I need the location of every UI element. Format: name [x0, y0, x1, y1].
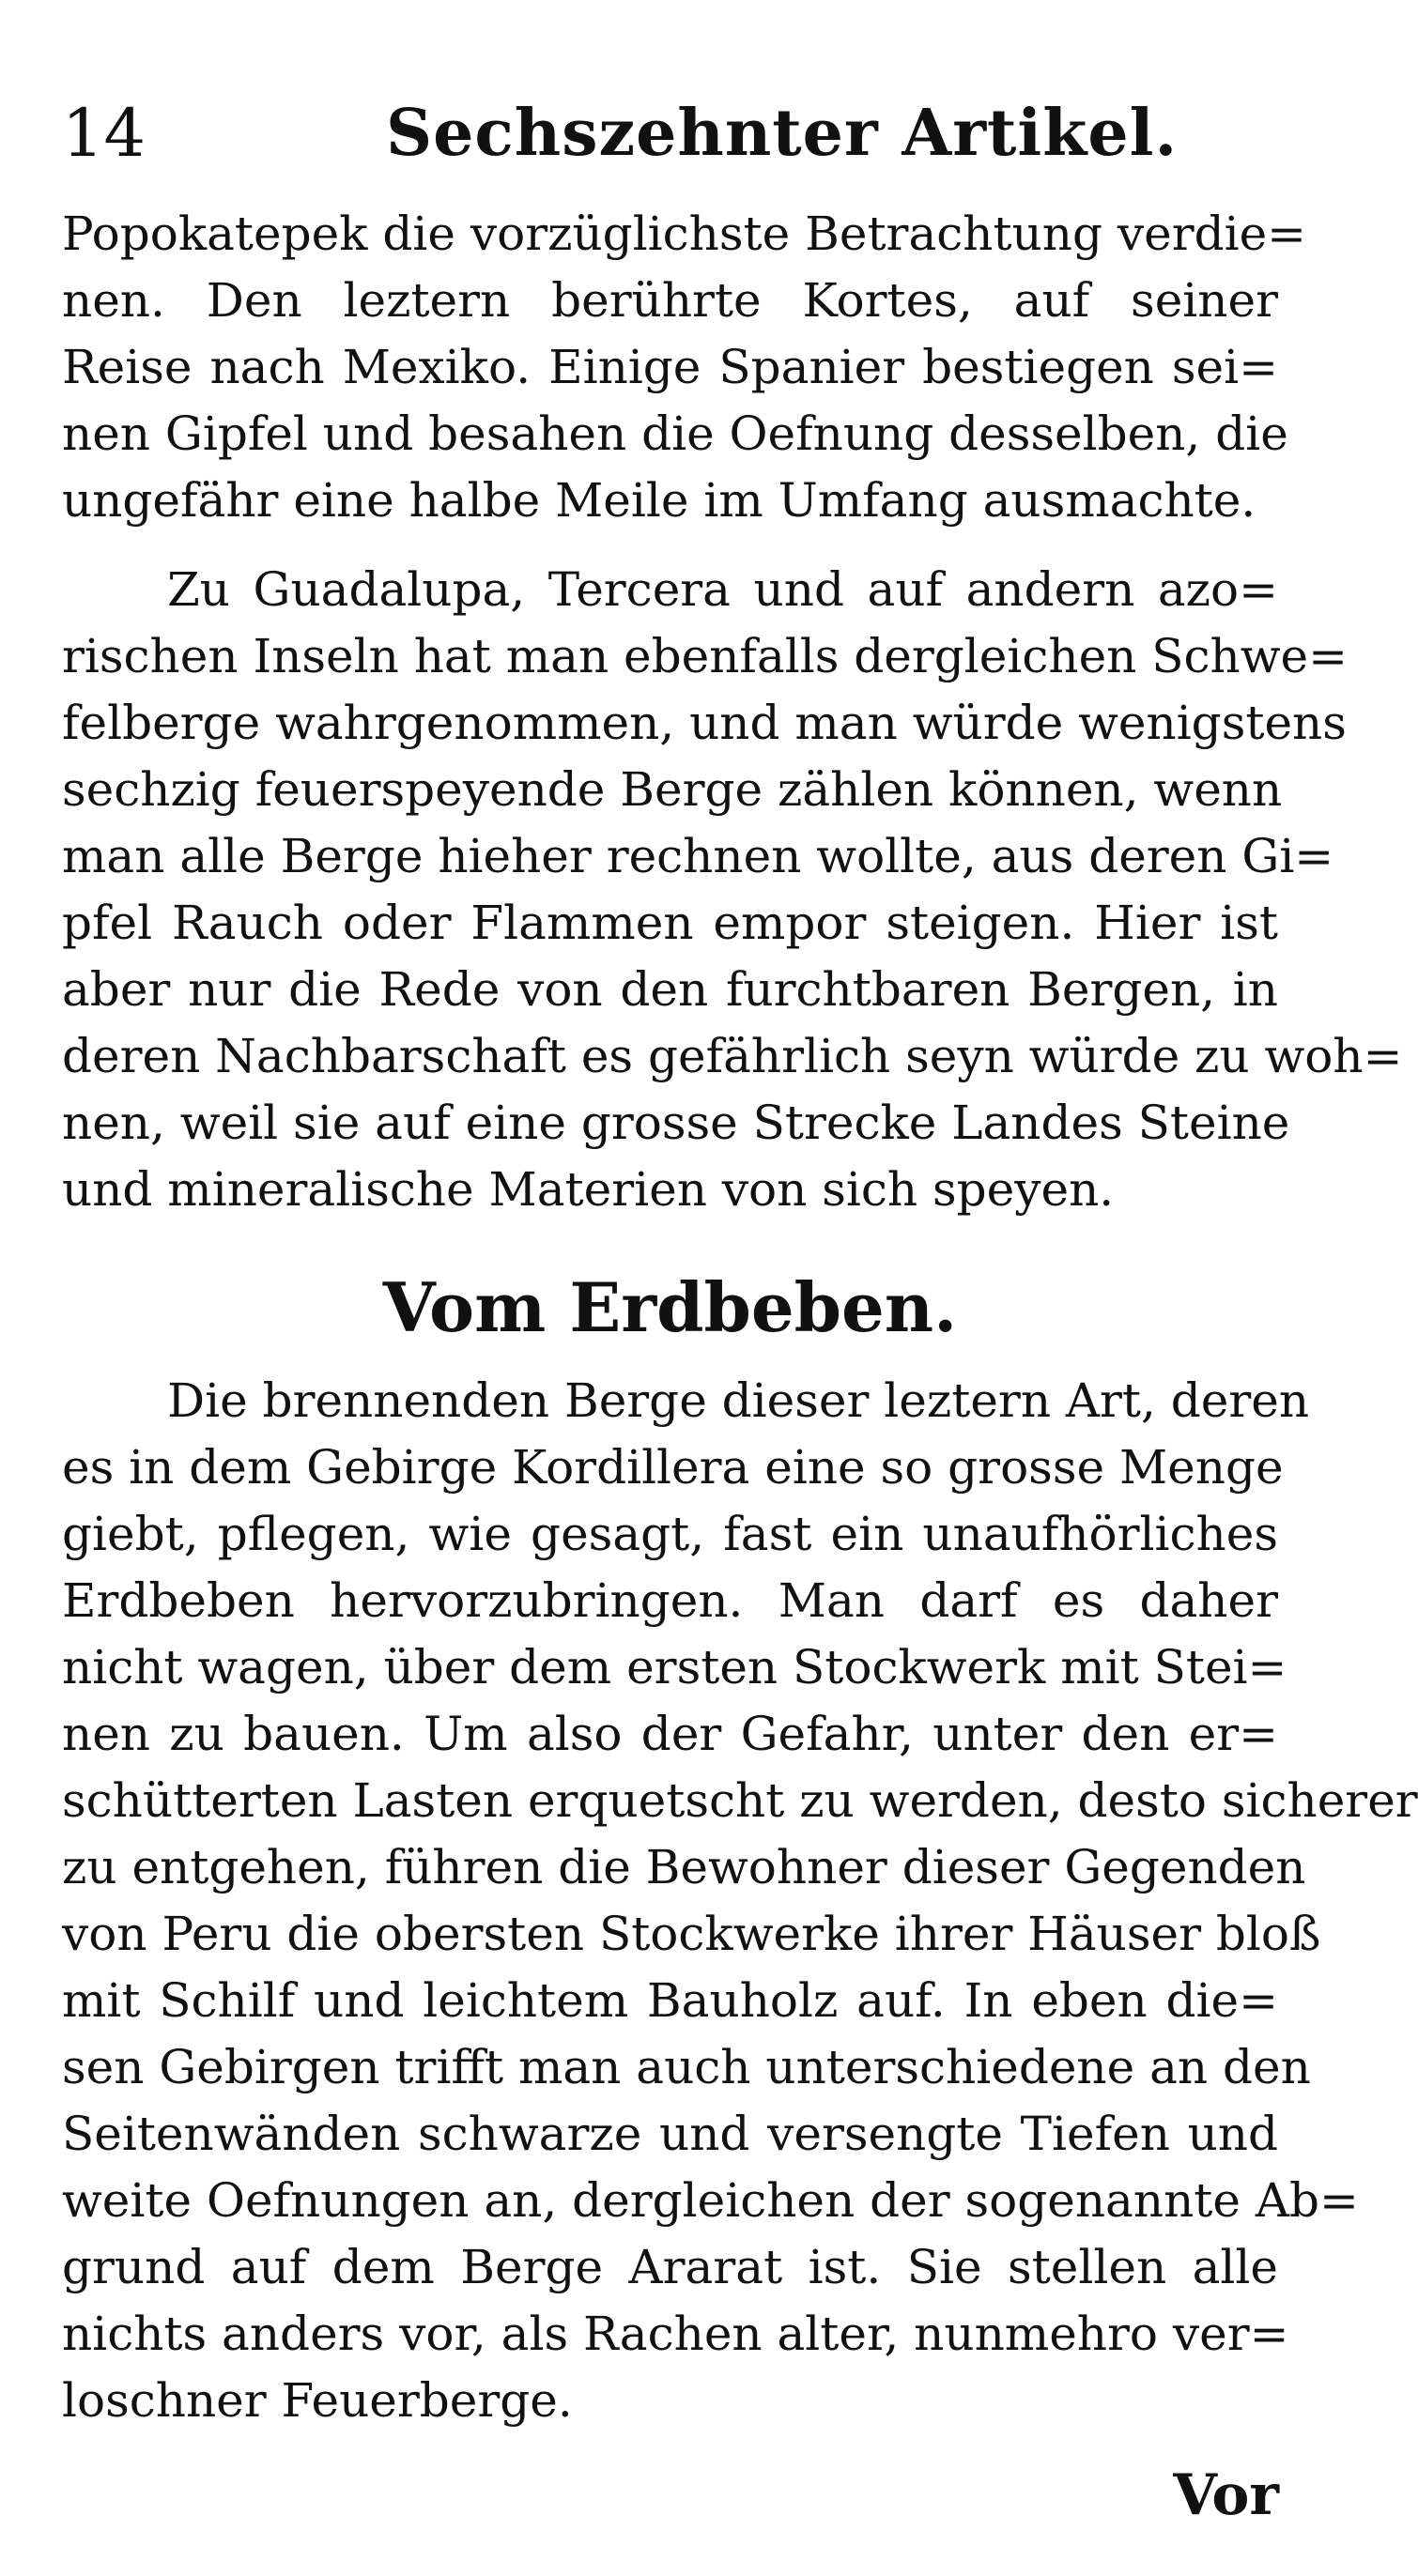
text-line: sechzig feuerspeyende Berge zählen können, wenn [62, 762, 1283, 817]
text-line: rischen Inseln hat man ebenfalls dergleichen Schwe= [62, 629, 1348, 683]
text-line: von Peru die obersten Stockwerke ihrer Häuser bloß [62, 1907, 1321, 1961]
text-line: nen Gipfel und besahen die Oefnung desselben, die [62, 406, 1288, 461]
text-line: und mineralische Materien von sich speyen. [62, 1162, 1115, 1217]
paragraph-spacer [62, 534, 1278, 557]
paragraph-2 [62, 557, 1403, 1223]
text-line: Popokatepek die vorzüglichste Betrachtung verdie= [62, 207, 1307, 261]
text-line: Die brennenden Berge dieser leztern Art, deren [167, 1373, 1310, 1428]
text-line: man alle Berge hieher rechnen wollte, aus deren Gi= [62, 829, 1334, 883]
text-line: nen zu bauen. Um also der Gefahr, unter den er= [62, 1707, 1278, 1761]
text-line: grund auf dem Berge Ararat ist. Sie stellen alle [62, 2240, 1278, 2294]
text-line: pfel Rauch oder Flammen empor steigen. Hier ist [62, 896, 1278, 950]
section-heading: Vom Erdbeben. [382, 1267, 958, 1347]
text-line: giebt, pflegen, wie gesagt, fast ein unaufhörliches [62, 1507, 1278, 1561]
text-line: Seitenwänden schwarze und versengte Tiefen und [62, 2107, 1278, 2161]
text-line: Zu Guadalupa, Tercera und auf andern azo= [167, 562, 1278, 617]
text-line: nichts anders vor, als Rachen alter, nunmehro ver= [62, 2307, 1289, 2361]
text-line: zu entgehen, führen die Bewohner dieser Gegenden [62, 1840, 1306, 1894]
text-line: nen, weil sie auf eine grosse Strecke Landes Steine [62, 1096, 1290, 1150]
text-line: Reise nach Mexiko. Einige Spanier bestiegen sei= [62, 340, 1278, 394]
text-line: deren Nachbarschaft es gefährlich seyn würde zu woh= [62, 1029, 1403, 1083]
running-title: Sechszehnter Artikel. [386, 96, 1179, 171]
text-line: nen. Den leztern berührte Kortes, auf seiner [62, 273, 1278, 328]
text-line: es in dem Gebirge Kordillera eine so grosse Menge [62, 1440, 1284, 1495]
catchword: Vor [1173, 2462, 1279, 2528]
text-line: ungefähr eine halbe Meile im Umfang ausmachte. [62, 473, 1256, 528]
page-number: 14 [62, 95, 146, 172]
text-line: aber nur die Rede von den furchtbaren Bergen, in [62, 962, 1278, 1017]
text-line: weite Oefnungen an, dergleichen der sogenannte Ab= [62, 2173, 1359, 2228]
text-line: nicht wagen, über dem ersten Stockwerk mit Stei= [62, 1640, 1287, 1694]
paragraph-3 [62, 1368, 1418, 2434]
text-line: mit Schilf und leichtem Bauholz auf. In eben die= [62, 1973, 1278, 2028]
paragraph-1 [62, 201, 1307, 534]
body-text [62, 201, 1418, 2434]
text-line: sen Gebirgen trifft man auch unterschiedene an den [62, 2040, 1311, 2094]
text-line: schütterten Lasten erquetscht zu werden, desto sicherer [62, 1773, 1418, 1828]
text-line: Erdbeben hervorzubringen. Man darf es daher [62, 1573, 1278, 1628]
page-header [62, 86, 1273, 190]
text-line: felberge wahrgenommen, und man würde wenigstens [62, 696, 1347, 750]
text-line: loschner Feuerberge. [62, 2373, 573, 2428]
